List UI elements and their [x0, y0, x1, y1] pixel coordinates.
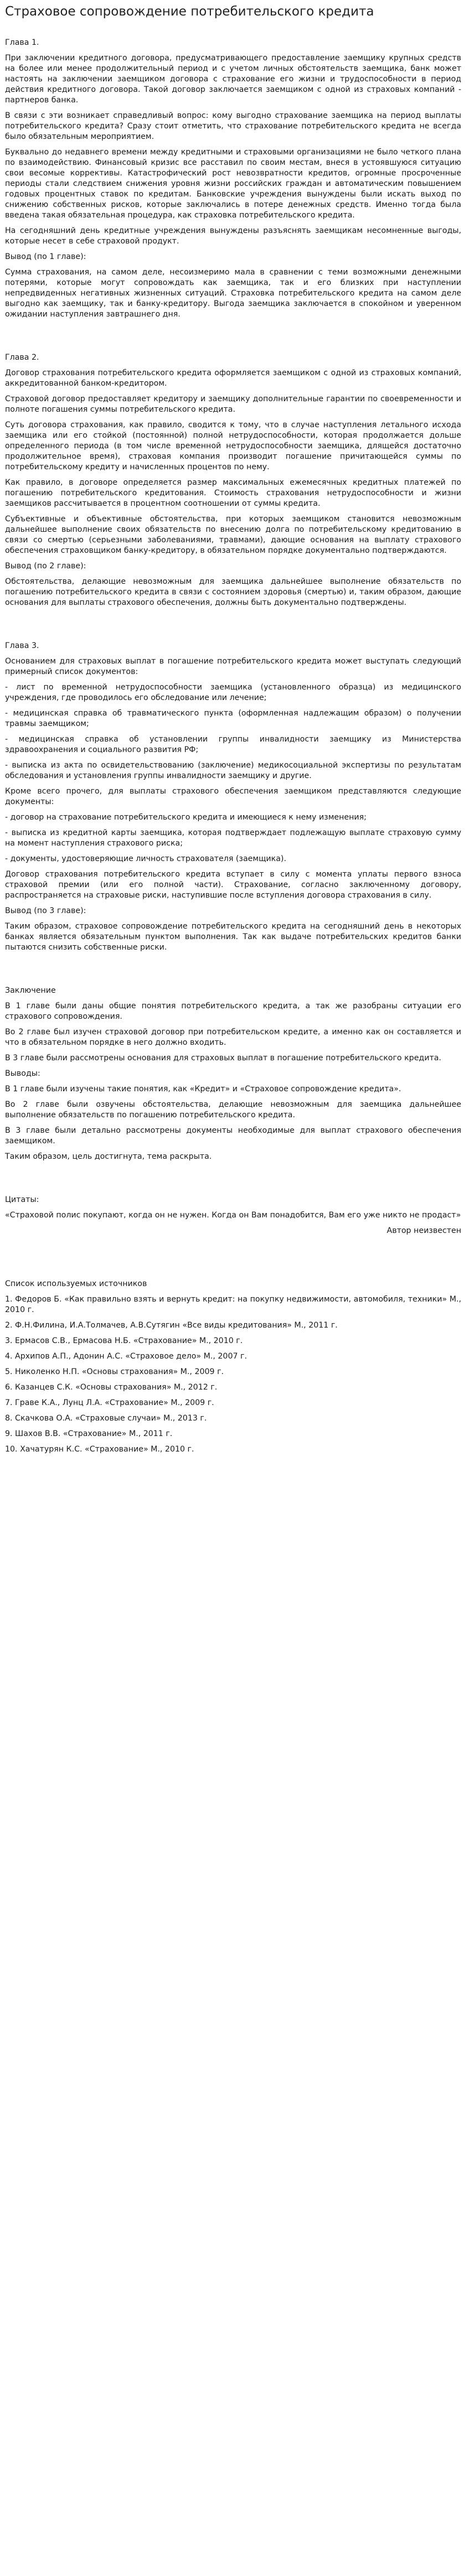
paragraph: При заключении кредитного договора, предусматривающего предоставление заемщику крупных средств на более или менее продолжительный период и с учетом личных обстоятельств заемщика, банк может настоять на заключении заемщиком договора с страхование его жизни и трудоспособности в период действия кредитного договора. Такой договор заключается заемщиком с одной из страховых компаний - партнеров банка. — [5, 54, 461, 105]
chapter-1 — [5, 38, 461, 320]
paragraph: Договор страхования потребительского кредита вступает в силу с момента уплаты первого взноса страховой премии (или его полной части). Страхование, согласно заключенному договору, распространяется на страховые риски, наступившие после вступления договора страхования в силу. — [5, 870, 461, 900]
paragraph: Буквально до недавнего времени между кредитными и страховыми организациями не было четкого плана по взаимодействию. Финансовый кризис все расставил по своим местам, внеся в устоявшуюся ситуацию свои весомые коррективы. Катастрофический рост невозвратности кредитов, огромные просроченные периоды стали следствием снижения уровня жизни российских граждан и автоматическим повышением годовых процентных ставок по кредитам. Банковские учреждения вынуждены были искать выход по снижению собственных рисков, которые заключались в потере денежных средств. Именно тогда была введена такая обязательная процедура, как страховка потребительского кредита. — [5, 148, 461, 220]
section-heading: Список используемых источников — [5, 1279, 147, 1288]
chapter-heading: Глава 1. — [5, 38, 39, 47]
source-item: 10. Хачатурян К.С. «Страхование» М., 2010 г. — [5, 1445, 194, 1454]
paragraph: В 1 главе были даны общие понятия потребительского кредита, а так же разобраны ситуации его страхового сопровождения. — [5, 1002, 461, 1021]
source-item: 9. Шахов В.В. «Страхование» М., 2011 г. — [5, 1429, 173, 1438]
paragraph: Во 2 главе были озвучены обстоятельства, делающие невозможным для заемщика дальнейшее выполнение обязательств по погашению потребительского кредита. — [5, 1100, 461, 1119]
paragraph: Кроме всего прочего, для выплаты страхового обеспечения заемщиком представляются следующие документы: — [5, 787, 461, 806]
list-item: - выписка из акта по освидетельствованию (заключение) медикосоциальной экспертизы по результатам обследования и установления группы инвалидности заемщику и другие. — [5, 761, 461, 780]
list-item: - выписка из кредитной карты заемщика, которая подтверждает подлежащую выплате страховую сумму на момент наступления страхового риска; — [5, 828, 461, 848]
paragraph: Субъективные и объективные обстоятельства, при которых заемщиком становится невозможным дальнейшее выполнение своих обязательств по внесению долга по потребительскому кредитованию в связи со смертью (серьезными заболеваниями, травмами), дающие основания на выплату страхового обеспечения страховщиком банку-кредитору, в обязательном порядке документально подтверждаются. — [5, 515, 461, 555]
conclusion-label: Вывод (по 2 главе): — [5, 562, 86, 571]
paragraph: На сегодняшний день кредитные учреждения вынуждены разъяснять заемщикам несомненные выгоды, которые несет в себе страховой продукт. — [5, 226, 461, 246]
section-heading: Заключение — [5, 986, 56, 995]
source-item: 3. Ермасов С.В., Ермасова Н.Б. «Страхование» М., 2010 г. — [5, 1336, 243, 1345]
list-item: - медицинская справка об установлении группы инвалидности заемщику из Министерства здравоохранения и социального развития РФ; — [5, 735, 461, 754]
paragraph: В связи с эти возникает справедливый вопрос: кому выгодно страхование заемщика на период выплаты потребительского кредита? Сразу стоит отметить, что страхование потребительского кредита не всегда было обязательным мероприятием. — [5, 111, 461, 141]
chapter-heading: Глава 3. — [5, 641, 39, 650]
source-item: 2. Ф.Н.Филина, И.А.Толмачев, А.В.Сутягин «Все виды кредитования» М., 2011 г. — [5, 1321, 338, 1330]
sources — [5, 1279, 461, 1455]
list-item: - договор на страхование потребительского кредита и имеющиеся к нему изменения; — [5, 813, 367, 822]
quote-text: «Страховой полис покупают, когда он не нужен. Когда он Вам понадобится, Вам его уже никто не продаст» — [5, 1211, 461, 1220]
paragraph: В 3 главе были детально рассмотрены документы необходимые для выплат страхового обеспечения заемщиком. — [5, 1126, 461, 1146]
conclusion-label: Вывод (по 1 главе): — [5, 252, 86, 261]
page-title: Страховое сопровождение потребительского кредита — [5, 4, 374, 19]
quotes — [5, 1195, 461, 1236]
paragraph: Договор страхования потребительского кредита оформляется заемщиком с одной из страховых компаний, аккредитованной банком-кредитором. — [5, 369, 461, 388]
paragraph: Основанием для страховых выплат в погашение потребительского кредита может выступать следующий примерный список документов: — [5, 657, 461, 676]
paragraph: Таким образом, цель достигнута, тема раскрыта. — [5, 1152, 212, 1161]
paragraph: В 1 главе были изучены такие понятия, как «Кредит» и «Страховое сопровождение кредита». — [5, 1085, 401, 1093]
paragraph: Страховой договор предоставляет кредитору и заемщику дополнительные гарантии по своевременности и полноте погашения суммы потребительского кредита. — [5, 395, 461, 414]
source-item: 1. Федоров Б. «Как правильно взять и вернуть кредит: на покупку недвижимости, автомобиля, техники» М., 2010 г. — [5, 1295, 461, 1314]
paragraph: Во 2 главе был изучен страховой договор при потребительском кредите, а именно как он составляется и что в обязательном порядке в него должно входить. — [5, 1028, 461, 1047]
conclusion-text: Сумма страхования, на самом деле, несоизмеримо мала в сравнении с теми возможными денежными потерями, которые могут сопровождать как заемщика, так и его близких при наступлении непредвиденных негативных жизненных ситуаций. Страховка потребительского кредита на самом деле выгодно как заемщику, так и банку-кредитору. Выгода заемщика заключается в спокойном и уверенном ожидании наступления завтрашнего дня. — [5, 268, 461, 319]
conclusion-text: Таким образом, страховое сопровождение потребительского кредита на сегодняшний день в некоторых банках является обязательным пунктом выполнения. Так как выдаче потребительских кредитов банки пытаются снизить собственные риски. — [5, 922, 461, 952]
list-item: - медицинская справка об травматического пункта (оформленная надлежащим образом) о получении травмы заемщиком; — [5, 709, 461, 728]
source-item: 6. Казанцев С.К. «Основы страхования» М., 2012 г. — [5, 1383, 218, 1392]
source-item: 4. Архипов А.П., Адонин А.С. «Страховое дело» М., 2007 г. — [5, 1352, 247, 1361]
paragraph: Как правило, в договоре определяется размер максимальных ежемесячных кредитных платежей по погашению потребительского кредитования. Стоимость страхования нетрудоспособности и жизни заемщиков рассчитывается в процентном соотношении от суммы кредита. — [5, 478, 461, 508]
paragraph: Суть договора страхования, как правило, сводится к тому, что в случае наступления летального исхода заемщика или его стойкой (постоянной) полной нетрудоспособности, которая продолжается дольше определенного периода (в том числе временной нетрудоспособности заемщика, длящейся достаточно продолжительное время), страховая компания производит погашение причитающейся суммы по потребительскому кредиту и начисленных процентов по нему. — [5, 421, 461, 471]
conclusions-label: Выводы: — [5, 1069, 40, 1078]
conclusion-label: Вывод (по 3 главе): — [5, 906, 86, 915]
quote-author: Автор неизвестен — [386, 1226, 461, 1235]
list-item: - документы, удостоверяющие личность страхователя (заемщика). — [5, 854, 286, 863]
chapter-heading: Глава 2. — [5, 353, 39, 362]
conclusion-text: Обстоятельства, делающие невозможным для заемщика дальнейшее выполнение обязательств по погашению потребительского кредита в связи с состоянием здоровья (смертью) и, таким образом, дающие основания для выплаты страхового обеспечения, должны быть документально подтверждены. — [5, 577, 461, 607]
section-heading: Цитаты: — [5, 1195, 39, 1204]
source-item: 8. Скачкова О.А. «Страховые случаи» М., 2013 г. — [5, 1414, 207, 1423]
list-item: - лист по временной нетрудоспособности заемщика (установленного образца) из медицинского учреждения, где проводилось его обследование или лечение; — [5, 683, 461, 702]
paragraph: В 3 главе были рассмотрены основания для страховых выплат в погашение потребительского кредита. — [5, 1054, 441, 1062]
source-item: 5. Николенко Н.П. «Основы страхования» М., 2009 г. — [5, 1367, 224, 1376]
chapter-3 — [5, 641, 461, 953]
source-item: 7. Граве К.А., Лунц Л.А. «Страхование» М., 2009 г. — [5, 1398, 214, 1407]
chapter-2 — [5, 353, 461, 608]
final-conclusion — [5, 986, 461, 1162]
